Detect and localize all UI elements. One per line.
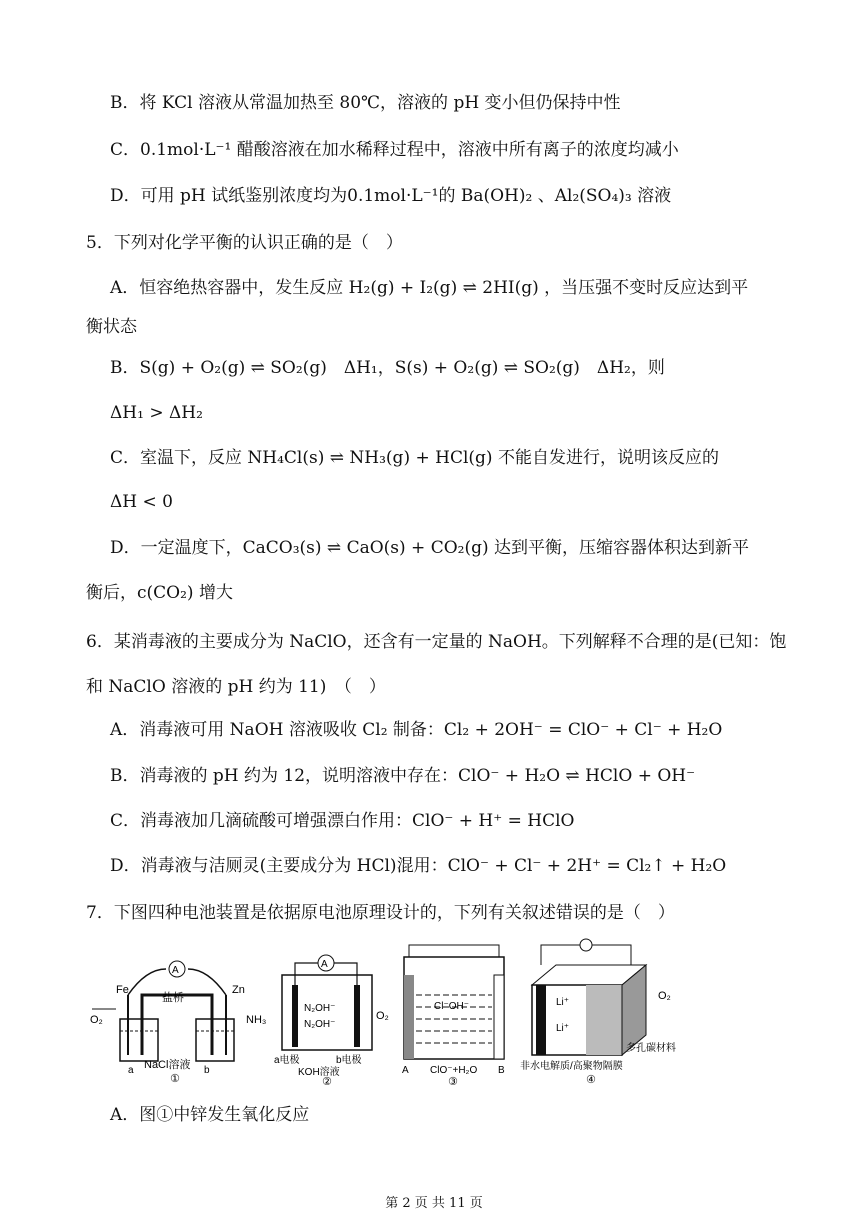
cell-diagram-4 — [520, 939, 676, 1085]
cell-diagram-2 — [246, 955, 389, 1085]
o2-label-1: O₂ — [90, 1014, 103, 1026]
option-d-q5: D．一定温度下，CaCO₃(s) ⇌ CaO(s) + CO₂(g) 达到平衡，压缩容器体积达到新平 — [110, 538, 750, 558]
li-label-1: Li⁺ — [556, 997, 570, 1008]
cell-diagram-1 — [90, 961, 245, 1085]
question-6-cont: 和 NaClO 溶液的 pH 约为 11) （ ） — [86, 677, 386, 697]
option-c-q5: C．室温下，反应 NH₄Cl(s) ⇌ NH₃(g) + HCl(g) 不能自发进行，说明该反应的 — [110, 448, 719, 468]
option-c-q4: C．0.1mol·L⁻¹ 醋酸溶液在加水稀释过程中，溶液中所有离子的浓度均减小 — [110, 140, 679, 160]
ions-label: Cl⁻OH⁻ — [434, 1001, 469, 1012]
cell-diagram-3 — [402, 945, 505, 1085]
ammeter-label-2: A — [321, 959, 328, 970]
option-c-q6: C．消毒液加几滴硫酸可增强漂白作用：ClO⁻ + H⁺ = HClO — [110, 811, 575, 831]
ammeter-label: A — [172, 965, 179, 976]
a-label-3: A — [402, 1065, 409, 1076]
question-5: 5．下列对化学平衡的认识正确的是（ ） — [86, 233, 403, 253]
option-d-q6: D．消毒液与洁厕灵(主要成分为 HCl)混用：ClO⁻ + Cl⁻ + 2H⁺ = Cl₂↑ + H₂O — [110, 856, 727, 876]
porous-carbon-label: 多孔碳材料 — [626, 1043, 676, 1054]
battery-figure — [86, 935, 706, 1085]
nacl-solution-label: NaCl溶液 — [144, 1059, 191, 1071]
b-label-3: B — [498, 1065, 505, 1076]
question-6: 6．某消毒液的主要成分为 NaClO，还含有一定量的 NaOH。下列解释不合理的是(已知：饱 — [86, 632, 787, 652]
o2-label-2: O₂ — [376, 1010, 389, 1022]
membrane-label: 非水电解质/高聚物隔膜 — [520, 1061, 623, 1072]
page-footer: 第 2 页 共 11 页 — [385, 1196, 483, 1211]
option-a-q6: A．消毒液可用 NaOH 溶液吸收 Cl₂ 制备：Cl₂ + 2OH⁻ = ClO⁻ + Cl⁻ + H₂O — [110, 720, 723, 740]
fe-label: Fe — [116, 984, 129, 996]
option-c-q5-cont: ΔH < 0 — [110, 492, 173, 512]
n2-oh-label: N₂OH⁻ — [304, 1003, 336, 1014]
a-label-1: a — [128, 1065, 134, 1076]
option-b-q5: B．S(g) + O₂(g) ⇌ SO₂(g) ΔH₁，S(s) + O₂(g) ⇌ SO₂(g) ΔH₂，则 — [110, 358, 665, 378]
option-d-q5-cont: 衡后，c(CO₂) 增大 — [86, 583, 233, 603]
nh3-label: NH₃ — [246, 1014, 267, 1026]
option-b-q4: B．将 KCl 溶液从常温加热至 80℃，溶液的 pH 变小但仍保持中性 — [110, 93, 621, 113]
question-7: 7．下图四种电池装置是依据原电池原理设计的，下列有关叙述错误的是（ ） — [86, 903, 675, 923]
a-electrode-label: a电极 — [274, 1055, 300, 1066]
salt-bridge-label: 盐桥 — [162, 992, 184, 1004]
diagram-number-4: ④ — [586, 1074, 596, 1085]
option-a-q7: A．图①中锌发生氧化反应 — [110, 1105, 310, 1125]
koh-solution-label: KOH溶液 — [298, 1067, 340, 1078]
o2-label-4: O₂ — [658, 990, 671, 1002]
diagram-number-3: ③ — [448, 1076, 458, 1085]
zn-label: Zn — [232, 984, 245, 996]
option-a-q5: A．恒容绝热容器中，发生反应 H₂(g) + I₂(g) ⇌ 2HI(g) ，当压强不变时反应达到平 — [110, 278, 749, 298]
option-d-q4: D．可用 pH 试纸鉴别浓度均为0.1mol·L⁻¹的 Ba(OH)₂ 、Al₂(SO₄)₃ 溶液 — [110, 186, 672, 206]
option-a-q5-cont: 衡状态 — [86, 317, 137, 337]
option-b-q5-cont: ΔH₁ > ΔH₂ — [110, 403, 203, 423]
b-electrode-label: b电极 — [336, 1055, 362, 1066]
b-label-1: b — [204, 1065, 210, 1076]
n2-oh-label-2: N₂OH⁻ — [304, 1019, 336, 1030]
li-label-2: Li⁺ — [556, 1023, 570, 1034]
option-b-q6: B．消毒液的 pH 约为 12，说明溶液中存在：ClO⁻ + H₂O ⇌ HClO + OH⁻ — [110, 766, 696, 786]
clo-h2o-label: ClO⁻+H₂O — [430, 1065, 478, 1076]
diagram-number-2: ② — [322, 1076, 332, 1085]
diagram-number-1: ① — [170, 1073, 180, 1085]
